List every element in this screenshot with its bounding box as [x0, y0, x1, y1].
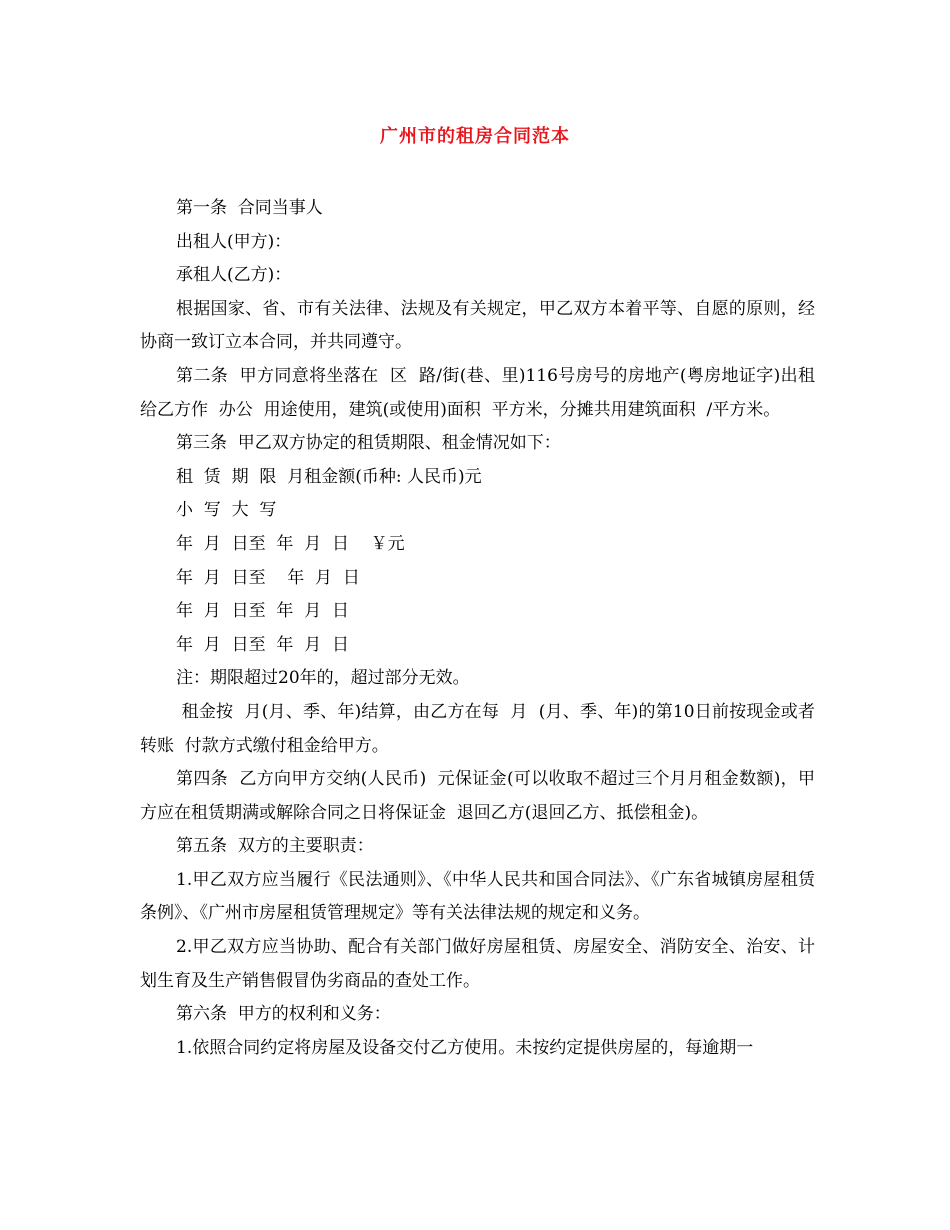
paragraph-article-5: 第五条 双方的主要职责： [176, 836, 374, 857]
paragraph-rent-row-2: 年 月 日至 年 月 日 [176, 567, 360, 588]
paragraph-article-2: 第二条 甲方同意将坐落在 区 路/街(巷、里)116号房号的房地产(粤房地证字)出租给乙方作 办公 用途使用，建筑(或使用)面积 平方米，分摊共用建筑面积 /平方米。 [140, 365, 815, 420]
paragraph-article-3: 第三条 甲乙双方协定的租赁期限、租金情况如下： [176, 433, 561, 454]
document-title: 广州市的租房合同范本 [380, 126, 570, 147]
paragraph-payment: 租金按 月(月、季、年)结算，由乙方在每 月 (月、季、年)的第10日前按现金或者转账 付款方式缴付租金给甲方。 [140, 701, 815, 756]
contract-body [140, 192, 815, 1065]
paragraph-article-6: 第六条 甲方的权利和义务： [176, 1004, 391, 1025]
paragraph-rent-table-subheader: 小 写 大 写 [176, 500, 277, 521]
paragraph-duty-2: 2.甲乙双方应当协助、配合有关部门做好房屋租赁、房屋安全、消防安全、治安、计划生育及生产销售假冒伪劣商品的查处工作。 [140, 937, 815, 991]
paragraph-basis: 根据国家、省、市有关法律、法规及有关规定，甲乙双方本着平等、自愿的原则，经协商一致订立本合同，并共同遵守。 [140, 298, 815, 353]
paragraph-article-4: 第四条 乙方向甲方交纳(人民币) 元保证金(可以收取不超过三个月月租金数额)，甲方应在租赁期满或解除合同之日将保证金 退回乙方(退回乙方、抵偿租金)。 [140, 769, 815, 823]
paragraph-duty-1: 1.甲乙双方应当履行《民法通则》、《中华人民共和国合同法》、《广东省城镇房屋租赁条例》、《广州市房屋租赁管理规定》等有关法律法规的规定和义务。 [140, 869, 815, 924]
paragraph-rent-row-3: 年 月 日至 年 月 日 [176, 601, 350, 622]
paragraph-rent-table-header: 租 赁 期 限 月租金额(币种: 人民币)元 [176, 466, 482, 487]
paragraph-note: 注：期限超过20年的，超过部分无效。 [176, 668, 470, 689]
paragraph-rent-row-1: 年 月 日至 年 月 日 ￥元 [176, 533, 405, 554]
paragraph-article-1: 第一条 合同当事人 [176, 198, 323, 218]
paragraph-rent-row-4: 年 月 日至 年 月 日 [176, 634, 350, 655]
paragraph-lessee: 承租人(乙方)： [176, 265, 292, 286]
paragraph-lessor: 出租人(甲方)： [176, 231, 292, 252]
paragraph-lessor-duty-1: 1.依照合同约定将房屋及设备交付乙方使用。未按约定提供房屋的，每逾期一 [176, 1037, 754, 1058]
